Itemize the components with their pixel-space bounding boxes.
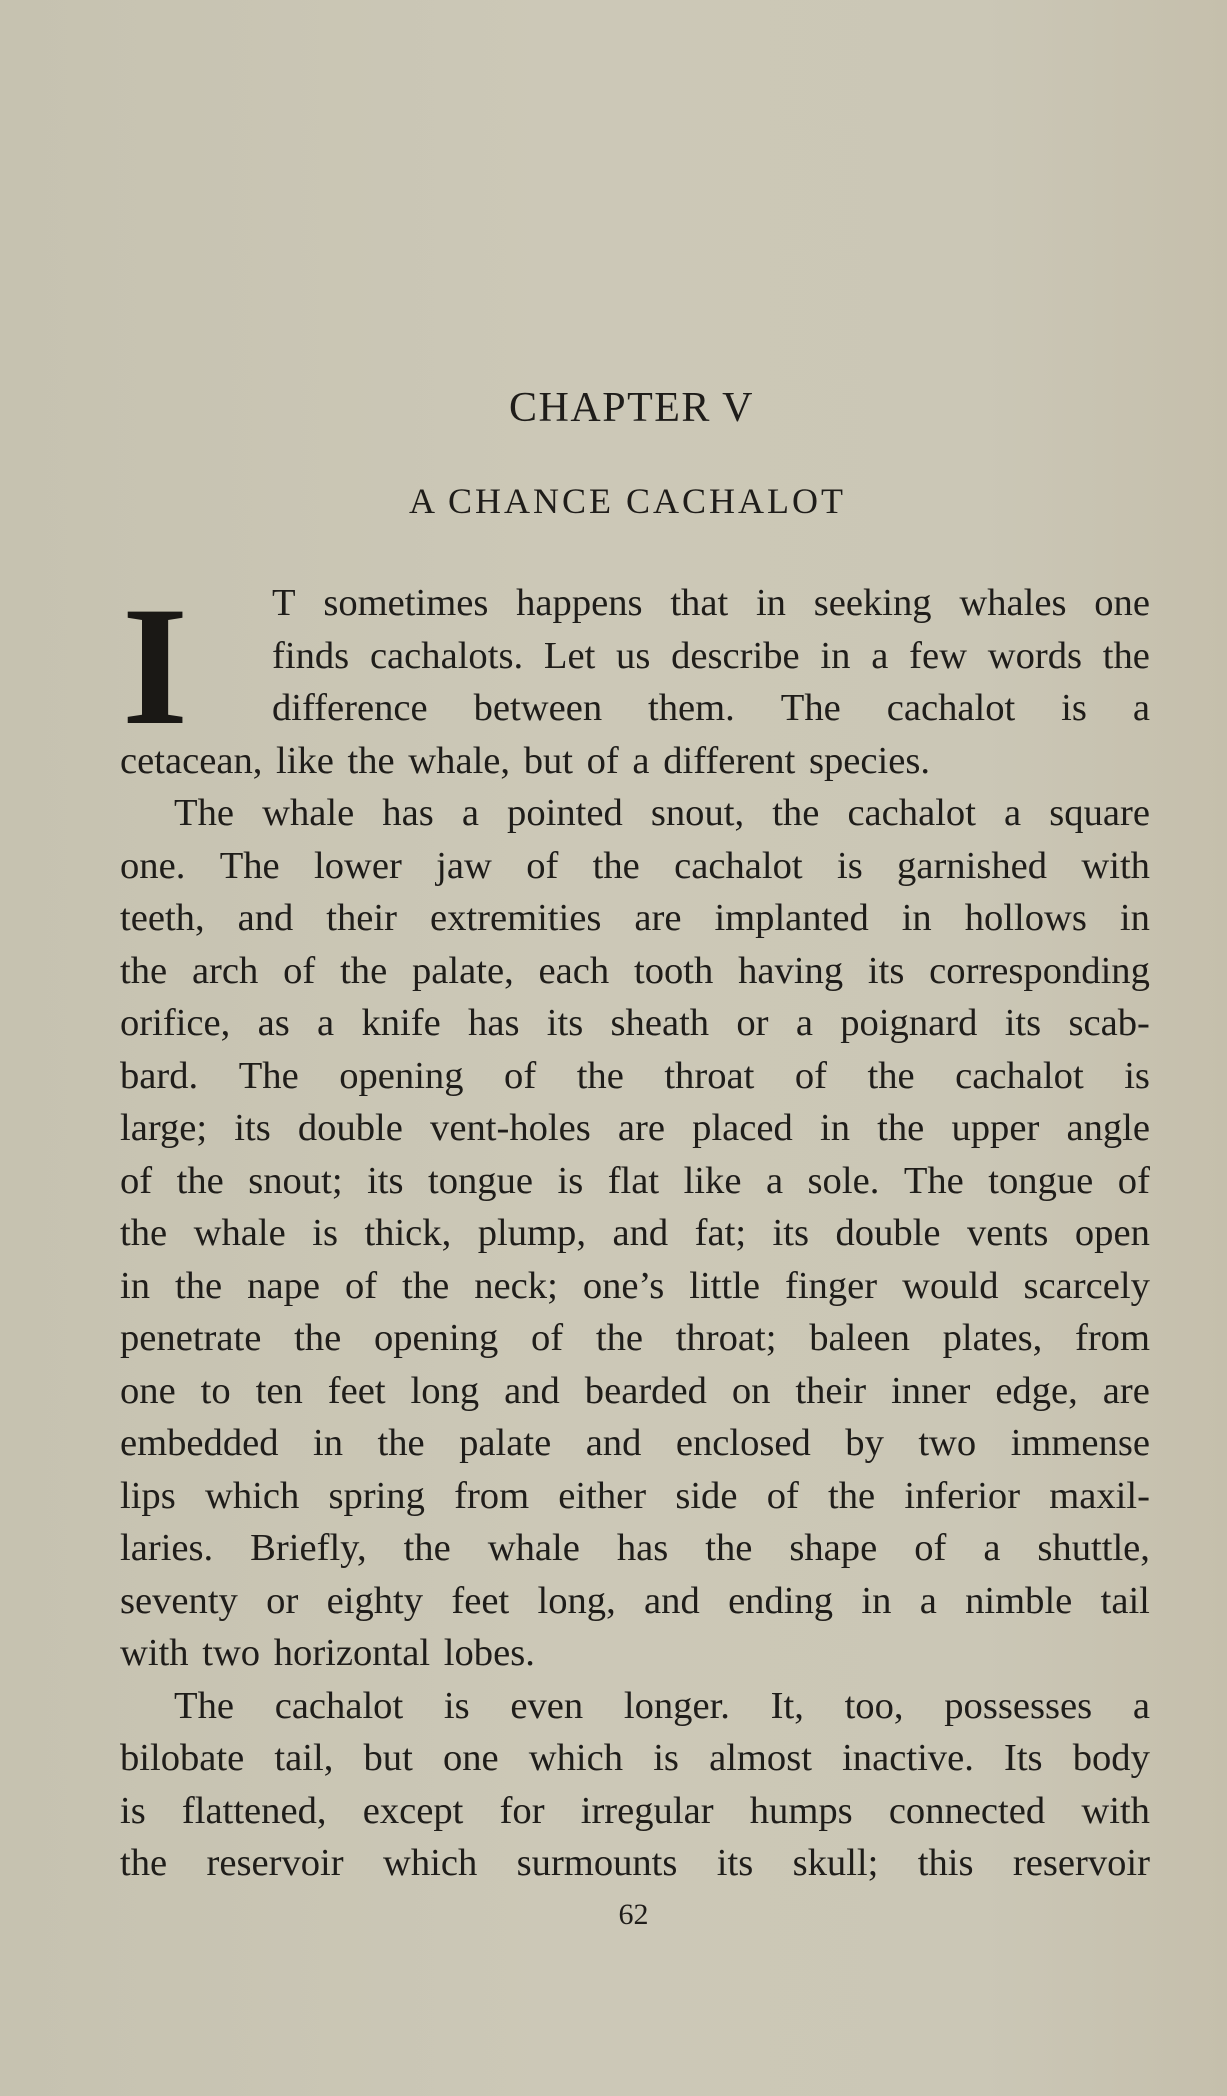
word: difference: [272, 687, 428, 729]
word: or: [266, 1579, 299, 1622]
word: a: [1132, 1684, 1150, 1727]
word: penetrate: [120, 1317, 262, 1359]
word: shuttle,: [1037, 1527, 1150, 1569]
word: happens: [516, 582, 643, 624]
word: ending: [728, 1579, 834, 1622]
word: lower: [314, 844, 402, 887]
word: little: [689, 1264, 760, 1307]
word: open: [1074, 1212, 1150, 1254]
word: double: [297, 1107, 403, 1149]
word: nimble: [965, 1579, 1073, 1622]
word: of: [526, 844, 559, 887]
word: spring: [328, 1474, 425, 1517]
word: sole.: [807, 1159, 880, 1202]
word: in: [820, 634, 851, 677]
word: nape: [247, 1264, 320, 1307]
word: whale: [262, 792, 355, 834]
word: one’s: [582, 1264, 665, 1307]
word: few: [909, 634, 967, 677]
word: seventy: [120, 1579, 238, 1622]
word: extremities: [429, 897, 602, 939]
word: and: [612, 1212, 669, 1254]
word: neck;: [474, 1264, 558, 1307]
word: finds: [272, 634, 350, 677]
text-line: [120, 945, 1150, 998]
word: the: [120, 949, 168, 992]
word: knife: [361, 1002, 441, 1044]
word: palate,: [412, 949, 514, 992]
word: us: [616, 634, 651, 677]
word: body: [1072, 1737, 1150, 1779]
word: palate: [459, 1422, 552, 1464]
text-line: [120, 840, 1150, 893]
word: cachalot: [674, 844, 803, 887]
word: the: [576, 1054, 624, 1097]
word: Its: [1003, 1737, 1043, 1779]
word: the: [877, 1107, 925, 1149]
word: from: [454, 1474, 530, 1517]
word: which: [383, 1842, 478, 1884]
word: eighty: [326, 1579, 424, 1622]
word: or: [736, 1002, 769, 1044]
chapter-number: CHAPTER V: [509, 385, 754, 431]
word: corresponding: [929, 949, 1150, 992]
word: as: [257, 1002, 290, 1044]
word: flattened,: [181, 1789, 327, 1832]
word: cachalots.: [369, 634, 524, 677]
word: the: [772, 792, 820, 834]
word: feet: [451, 1579, 510, 1622]
word: long: [410, 1369, 480, 1412]
word: possesses: [944, 1684, 1093, 1727]
word: thick,: [364, 1212, 452, 1254]
word: and: [644, 1579, 700, 1622]
word: cachalot: [274, 1684, 404, 1727]
word: the: [403, 1527, 451, 1569]
word: square: [1049, 792, 1150, 834]
word: and: [237, 897, 294, 939]
word: seeking: [813, 582, 932, 624]
word: in: [120, 1264, 151, 1307]
word: words: [987, 634, 1083, 677]
word: having: [738, 949, 844, 992]
text-line: cetacean, like the whale, but of a different species.: [120, 739, 930, 782]
word: is: [557, 1159, 584, 1202]
word: It,: [770, 1684, 804, 1727]
word: teeth,: [120, 897, 205, 939]
word: flat: [607, 1159, 660, 1202]
word: its: [716, 1842, 754, 1884]
word: is: [120, 1789, 146, 1832]
word: inactive.: [842, 1737, 974, 1779]
word: tail,: [274, 1737, 334, 1779]
word: ten: [255, 1369, 303, 1412]
word: the: [595, 1317, 644, 1359]
word: by: [845, 1422, 884, 1464]
text-line: [120, 1575, 1150, 1628]
word: of: [504, 1054, 537, 1097]
word: this: [917, 1842, 974, 1884]
word: the: [176, 1159, 224, 1202]
word: fat;: [694, 1212, 747, 1254]
word: has: [616, 1527, 669, 1569]
word: of: [531, 1317, 564, 1359]
word: the: [867, 1054, 915, 1097]
word: skull;: [792, 1842, 879, 1884]
word: scarcely: [1023, 1264, 1150, 1307]
word: two: [918, 1422, 977, 1464]
word: The: [238, 1054, 299, 1097]
word: feet: [327, 1369, 386, 1412]
word: opening: [373, 1317, 499, 1359]
word: the: [175, 1264, 223, 1307]
word: the: [592, 844, 640, 887]
word: of: [914, 1527, 947, 1569]
text-line: [120, 1785, 1150, 1838]
word: pointed: [507, 792, 623, 834]
word: of: [766, 1474, 799, 1517]
word: a: [461, 792, 479, 834]
word: double: [835, 1212, 941, 1254]
text-line: [120, 577, 1150, 630]
text-line: [120, 1417, 1150, 1470]
word: except: [362, 1789, 464, 1832]
word: edge,: [995, 1369, 1078, 1412]
word: vent-holes: [430, 1107, 591, 1149]
word: the: [120, 1212, 168, 1254]
word: is: [443, 1684, 470, 1727]
word: immense: [1010, 1422, 1150, 1464]
word: sometimes: [323, 582, 489, 624]
word: cachalot: [955, 1054, 1084, 1097]
word: in: [861, 1579, 892, 1622]
word: are: [1102, 1369, 1150, 1412]
word: the: [377, 1422, 425, 1464]
word: maxil-: [1049, 1474, 1150, 1517]
text-line: [120, 682, 1150, 735]
word: would: [902, 1264, 999, 1307]
word: is: [836, 844, 863, 887]
word: a: [317, 1002, 335, 1044]
word: implanted: [714, 897, 869, 939]
word: which: [528, 1737, 624, 1779]
word: garnished: [897, 844, 1048, 887]
word: them.: [648, 687, 735, 729]
word: tail: [1100, 1579, 1150, 1622]
word: but: [363, 1737, 413, 1779]
word: one: [120, 1369, 176, 1412]
word: bearded: [584, 1369, 707, 1412]
word: the: [120, 1842, 168, 1884]
word: to: [200, 1369, 231, 1412]
word: one: [442, 1737, 499, 1779]
word: Briefly,: [250, 1527, 367, 1569]
word: almost: [709, 1737, 812, 1779]
text-line: [120, 1680, 1150, 1733]
word: The: [780, 687, 841, 729]
text-line: [120, 1365, 1150, 1418]
word: inner: [891, 1369, 971, 1412]
word: in: [901, 897, 932, 939]
word: is: [1061, 687, 1087, 729]
word: from: [1074, 1317, 1150, 1359]
word: of: [794, 1054, 827, 1097]
word: surmounts: [516, 1842, 678, 1884]
word: poignard: [840, 1002, 978, 1044]
text-line: [120, 1050, 1150, 1103]
word: tongue: [988, 1159, 1094, 1202]
word: The: [174, 1684, 234, 1727]
word: humps: [749, 1789, 853, 1832]
word: the: [340, 949, 388, 992]
word: longer.: [623, 1684, 730, 1727]
word: its: [772, 1212, 809, 1254]
word: angle: [1066, 1107, 1150, 1149]
word: baleen: [809, 1317, 910, 1359]
word: with: [1081, 1789, 1150, 1832]
word: a: [765, 1159, 784, 1202]
word: shape: [789, 1527, 878, 1569]
word: bard.: [120, 1054, 199, 1097]
word: snout,: [650, 792, 745, 834]
text-line: [120, 630, 1150, 683]
word: a: [919, 1579, 937, 1622]
word: cachalot: [886, 687, 1016, 729]
word: has: [468, 1002, 520, 1044]
word: connected: [888, 1789, 1046, 1832]
word: reservoir: [206, 1842, 344, 1884]
word: finger: [784, 1264, 878, 1307]
word: their: [795, 1369, 867, 1412]
word: are: [634, 897, 682, 939]
word: each: [538, 949, 610, 992]
word: a: [1132, 687, 1150, 729]
page-number: 62: [618, 1898, 649, 1931]
word: upper: [951, 1107, 1040, 1149]
word: long,: [537, 1579, 616, 1622]
word: The: [903, 1159, 964, 1202]
word: of: [344, 1264, 378, 1307]
word: its: [867, 949, 905, 992]
word: arch: [191, 949, 259, 992]
word: of: [1117, 1159, 1150, 1202]
word: is: [653, 1737, 679, 1779]
word: one.: [120, 844, 186, 887]
word: one: [1094, 582, 1150, 624]
word: tooth: [634, 949, 714, 992]
word: scab-: [1068, 1002, 1150, 1044]
word: large;: [120, 1107, 208, 1149]
text-line: [120, 1522, 1150, 1575]
word: is: [1124, 1054, 1150, 1097]
word: which: [204, 1474, 300, 1517]
word: and: [504, 1369, 560, 1412]
word: on: [731, 1369, 771, 1412]
word: The: [174, 792, 234, 834]
word: has: [382, 792, 434, 834]
word: inferior: [904, 1474, 1021, 1517]
word: orifice,: [120, 1002, 231, 1044]
word: snout;: [248, 1159, 343, 1202]
text-line: [120, 1155, 1150, 1208]
word: T: [272, 582, 296, 624]
word: The: [219, 844, 280, 887]
word: in: [755, 582, 786, 624]
word: the: [402, 1264, 450, 1307]
word: is: [312, 1212, 338, 1254]
word: a: [983, 1527, 1001, 1569]
body-text: [120, 572, 1150, 1890]
word: laries.: [120, 1527, 214, 1569]
text-line: [120, 1260, 1150, 1313]
text-line: [120, 1207, 1150, 1260]
word: throat: [664, 1054, 755, 1097]
word: its: [1004, 1002, 1042, 1044]
word: hollows: [964, 897, 1087, 939]
word: sheath: [610, 1002, 710, 1044]
word: opening: [339, 1054, 464, 1097]
word: a: [871, 634, 889, 677]
text-line: [120, 1312, 1150, 1365]
word: plates,: [942, 1317, 1043, 1359]
text-line: [120, 997, 1150, 1050]
word: in: [1119, 897, 1150, 939]
word: plump,: [477, 1212, 586, 1254]
word: are: [617, 1107, 665, 1149]
text-line: [120, 1102, 1150, 1155]
word: with: [1081, 844, 1150, 887]
word: reservoir: [1012, 1842, 1150, 1884]
word: of: [283, 949, 316, 992]
word: the: [705, 1527, 753, 1569]
word: whales: [959, 582, 1067, 624]
text-line: [120, 1470, 1150, 1523]
word: cachalot: [847, 792, 976, 834]
word: throat;: [675, 1317, 777, 1359]
word: tongue: [428, 1159, 533, 1202]
word: in: [819, 1107, 850, 1149]
word: of: [120, 1159, 153, 1202]
word: that: [670, 582, 729, 624]
word: and: [585, 1422, 642, 1464]
text-line: with two horizontal lobes.: [120, 1632, 535, 1674]
text-line: [120, 1732, 1150, 1785]
word: a: [795, 1002, 813, 1044]
word: in: [313, 1422, 344, 1464]
word: lips: [120, 1474, 176, 1517]
word: even: [510, 1684, 584, 1727]
word: whale: [193, 1212, 286, 1254]
word: for: [499, 1789, 545, 1832]
word: the: [294, 1317, 342, 1359]
word: vents: [966, 1212, 1049, 1254]
drop-cap: I: [122, 572, 189, 760]
word: whale: [487, 1527, 580, 1569]
word: a: [1004, 792, 1022, 834]
word: its: [367, 1159, 404, 1202]
word: embedded: [120, 1422, 279, 1464]
word: irregular: [580, 1789, 714, 1832]
word: its: [546, 1002, 584, 1044]
word: enclosed: [675, 1422, 811, 1464]
word: its: [234, 1107, 271, 1149]
word: too,: [844, 1684, 904, 1727]
word: either: [558, 1474, 647, 1517]
word: Let: [543, 634, 596, 677]
word: side: [675, 1474, 738, 1517]
word: placed: [692, 1107, 793, 1149]
text-line: [120, 787, 1150, 840]
text-line: [120, 892, 1150, 945]
chapter-title: A CHANCE CACHALOT: [408, 481, 846, 521]
word: bilobate: [120, 1737, 245, 1779]
word: the: [828, 1474, 876, 1517]
text-line: [120, 1837, 1150, 1890]
word: their: [326, 897, 397, 939]
word: the: [1102, 634, 1150, 677]
word: like: [683, 1159, 742, 1202]
word: between: [473, 687, 603, 729]
word: describe: [671, 634, 800, 677]
word: jaw: [436, 844, 492, 887]
